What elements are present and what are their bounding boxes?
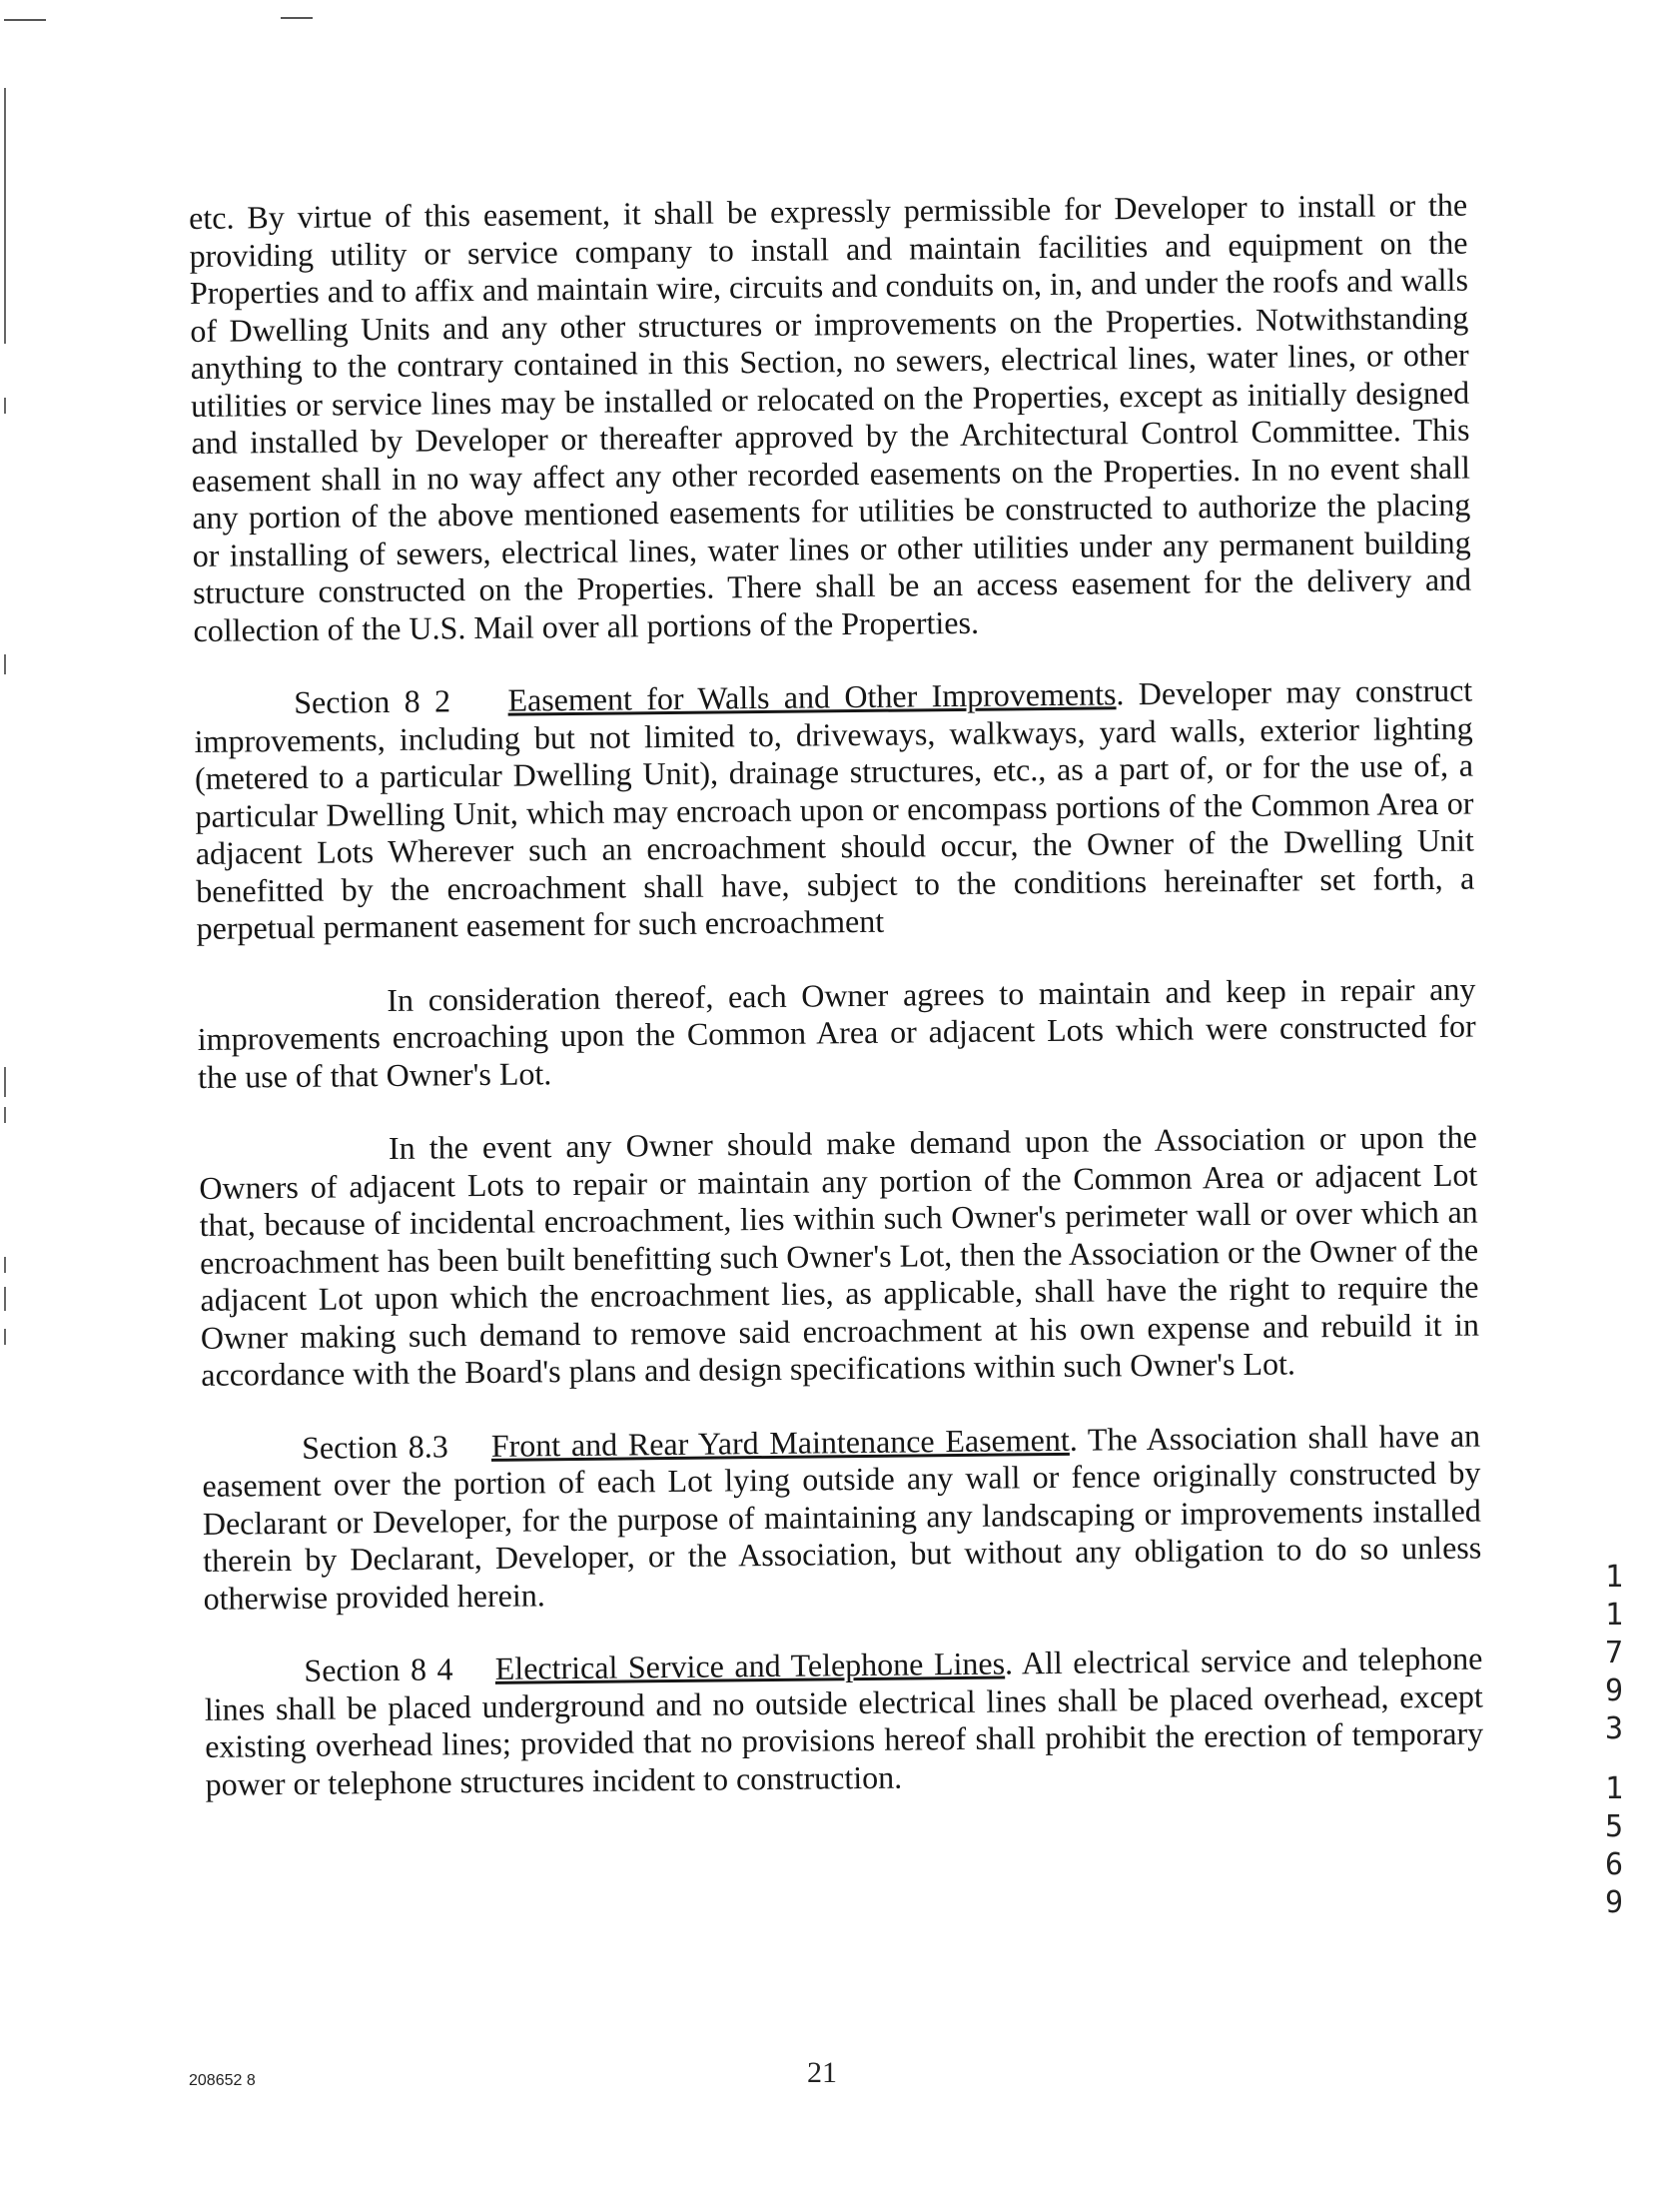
section-8-4 <box>204 1641 1484 1803</box>
document-body <box>189 187 1484 1803</box>
section-text: . All electrical service and telephone lines shall be placed underground and no outside electrical lines shall be placed overhead, except existing overhead lines; provided that no provisions hereof shall prohibit the erection of temporary power or telephone structures incident to construction. <box>204 1640 1484 1802</box>
side-recording-stamp <box>1599 1559 1629 1922</box>
scan-edge-mark <box>4 1107 6 1123</box>
scan-edge-mark <box>4 1287 6 1311</box>
stamp-digit: 9 <box>1604 1885 1624 1920</box>
section-number: Section 8.3 <box>301 1427 449 1466</box>
scan-mark-top-center <box>281 17 313 19</box>
section-8-2 <box>194 672 1475 948</box>
stamp-digit: 1 <box>1604 1598 1624 1633</box>
stamp-digit: 9 <box>1604 1673 1624 1708</box>
section-number: Section 8 2 <box>294 682 451 720</box>
section-title: Easement for Walls and Other Improvements <box>507 675 1117 718</box>
scan-edge-mark <box>4 1067 6 1097</box>
section-title: Front and Rear Yard Maintenance Easement <box>490 1421 1070 1464</box>
paragraph-utility-easement: etc. By virtue of this easement, it shall be expressly permissible for Developer to install or the providing utility or service company to install and maintain facilities and equipment on the Properties and to affix and maintain wire, circuits and conduits on, in, and under the roofs and walls of Dwelling Units and any other structures or improvements on the Properties. Notwithstanding anything to the contrary contained in this Section, no sewers, electrical lines, water lines, or other utilities or service lines may be installed or relocated on the Properties, except as initially designed and installed by Developer or thereafter approved by the Architectural Control Committee. This easement shall in no way affect any other recorded easements on the Properties. In no event shall any portion of the above mentioned easements for utilities be constructed to authorize the placing or installing of sewers, electrical lines, water lines or other utilities under any permanent building structure constructed on the Properties. There shall be an access easement for the delivery and collection of the U.S. Mail over all portions of the Properties. <box>189 186 1472 648</box>
stamp-digit: 3 <box>1604 1711 1624 1746</box>
stamp-digit: 6 <box>1604 1847 1624 1882</box>
section-8-3 <box>202 1417 1482 1618</box>
stamp-digit: 1 <box>1604 1560 1624 1595</box>
subparagraph-demand: In the event any Owner should make demand upon the Association or upon the Owners of adjacent Lots to repair or maintain any portion of the Common Area or adjacent Lot that, because of incidental encroachment, lies within such Owner's perimeter wall or over which an encroachment has been built benefitting such Owner's Lot, then the Association or the Owner of the adjacent Lot upon which the encroachment lies, as applicable, shall have the right to require the Owner making such demand to remove said encroachment at his own expense and rebuild it in accordance with the Board's plans and design specifications within such Owner's Lot. <box>199 1118 1480 1393</box>
scan-mark-top-left <box>4 19 46 21</box>
section-title: Electrical Service and Telephone Lines <box>494 1645 1006 1686</box>
scan-edge-mark <box>4 1257 6 1273</box>
stamp-digit: 5 <box>1604 1809 1624 1844</box>
section-number: Section 8 4 <box>304 1651 453 1688</box>
page-number: 21 <box>807 2056 837 2089</box>
stamp-digit: 1 <box>1604 1771 1624 1806</box>
subparagraph-consideration: In consideration thereof, each Owner agrees to maintain and keep in repair any improvements encroaching upon the Common Area or adjacent Lots which were constructed for the use of that Owner's Lot. <box>197 970 1476 1095</box>
section-text: . Developer may construct improvements, including but not limited to, driveways, walkways, yard walls, exterior lighting (metered to a particular Dwelling Unit), drainage structures, etc., as a part of, or for the use of, a particular Dwelling Unit, which may encroach upon or encompass portions of the Common Area or adjacent Lots Wherever such an encroachment should occur, the Owner of the Dwelling Unit benefitted by the encroachment shall have, subject to the conditions hereinafter set forth, a perpetual permanent easement for such encroachment <box>194 671 1475 946</box>
scan-edge-mark <box>4 398 6 414</box>
scan-edge-mark <box>4 654 6 674</box>
section-text: . The Association shall have an easement over the portion of each Lot lying outside any wall or fence originally constructed by Declarant or Developer, for the purpose of maintaining any landscaping or improvements installed therein by Declarant, Developer, or the Association, but without any obligation to do so unless otherwise provided herein. <box>202 1417 1482 1617</box>
document-id: 208652 8 <box>189 2072 256 2089</box>
scan-edge-mark <box>4 88 6 344</box>
scan-edge-mark <box>4 1329 6 1345</box>
stamp-digit: 7 <box>1604 1636 1624 1670</box>
stamp-gap <box>1599 1748 1629 1770</box>
